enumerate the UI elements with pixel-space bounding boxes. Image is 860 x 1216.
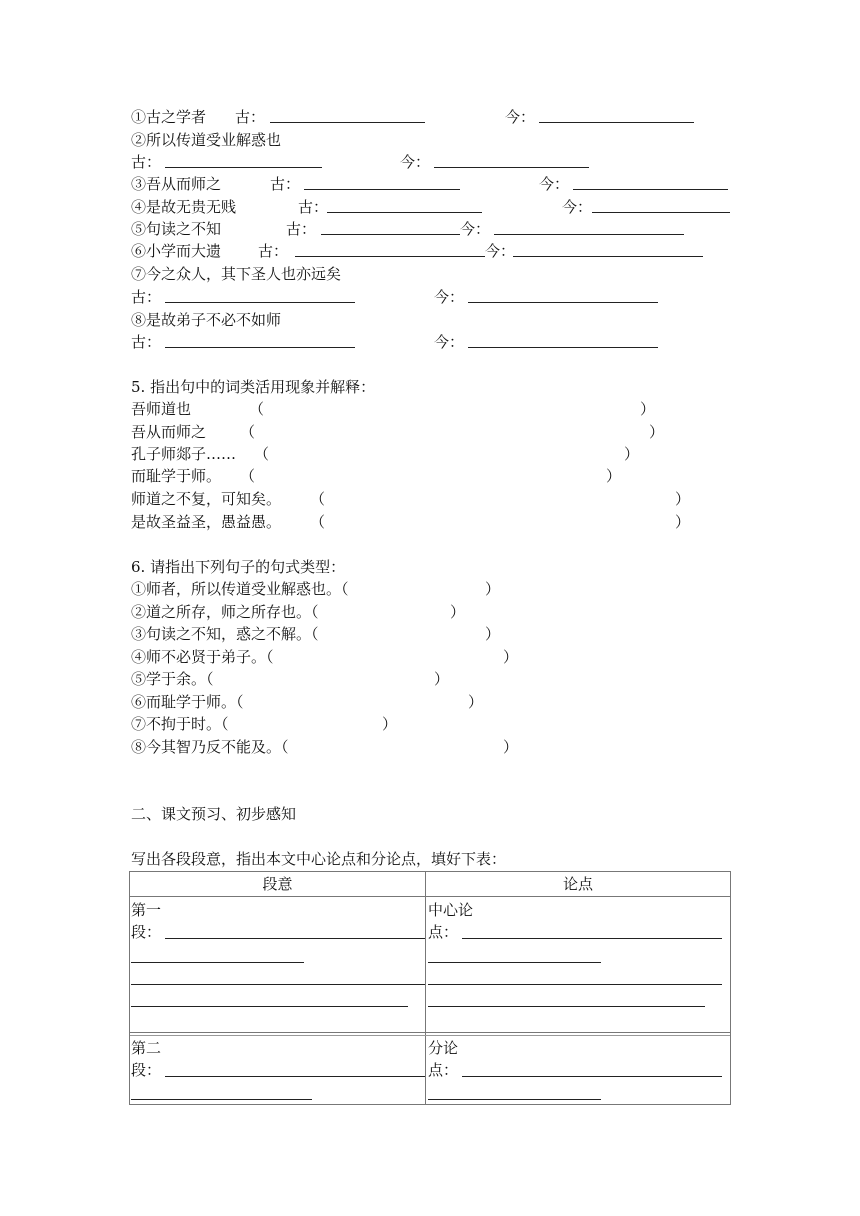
section-5-title: 5. 指出句中的词类活用现象并解释： [131,378,376,396]
q4-6-jin-label: 今： [485,242,516,260]
table-row-divider [130,1032,730,1033]
q5-6-open: （ [310,513,326,531]
summary-table [129,871,731,1105]
section-6-title: 6. 请指出下列句子的句式类型： [131,558,346,576]
row1-right-blank-2[interactable] [428,962,601,963]
q6-6-text: ⑥而耻学于师。（ [131,693,244,711]
q5-4-text: 而耻学于师。 [131,467,222,485]
q4-3-gu-label: 古： [270,175,301,193]
row2-left-label-1: 第二 [131,1039,162,1057]
q4-6-text: ⑥小学而大遗 [131,242,222,260]
table-header-lundian: 论点 [426,872,730,897]
q6-2-close: ） [450,603,466,621]
part-2-instruction: 写出各段段意，指出本文中心论点和分论点，填好下表： [131,850,507,868]
row1-left-label-2: 段： [131,923,162,941]
row1-left-blank-2[interactable] [131,962,304,963]
q4-8-gu-label: 古： [131,333,162,351]
table-row-divider-inner [130,1035,730,1036]
q4-2-jin-label: 今： [400,153,431,171]
q4-2-text: ②所以传道受业解惑也 [131,131,282,149]
table-column-divider [425,872,426,1104]
q6-1-close: ） [485,580,501,598]
q4-6-gu-blank[interactable] [295,256,485,257]
q4-7-text: ⑦今之众人，其下圣人也亦远矣 [131,265,342,283]
q4-8-jin-blank[interactable] [468,347,658,348]
q5-5-close: ） [675,490,691,508]
q4-1-jin-label: 今： [505,108,536,126]
q4-4-jin-label: 今： [562,198,593,216]
q5-1-text: 吾师道也 [131,400,192,418]
q5-5-text: 师道之不复，可知矣。 [131,490,282,508]
row1-right-label-2: 点： [428,923,459,941]
q4-5-gu-blank[interactable] [321,234,460,235]
q6-4-close: ） [503,648,519,666]
q5-5-open: （ [310,490,326,508]
q4-6-jin-blank[interactable] [513,256,703,257]
row1-left-blank-4[interactable] [131,1006,408,1007]
q4-4-gu-blank[interactable] [327,212,482,213]
q5-4-open: （ [240,467,256,485]
q4-1-text: ①古之学者 [131,108,207,126]
q4-2-jin-blank[interactable] [434,167,589,168]
q4-5-gu-label: 古： [286,220,317,238]
row2-left-label-2: 段： [131,1061,162,1079]
q6-7-text: ⑦不拘于时。（ [131,715,229,733]
q4-8-text: ⑧是故弟子不必不如师 [131,311,282,329]
q4-7-jin-blank[interactable] [468,302,658,303]
q5-2-open: （ [240,423,256,441]
q6-8-close: ） [503,738,519,756]
q5-3-close: ） [624,445,640,463]
q6-7-close: ） [382,715,398,733]
q4-3-jin-blank[interactable] [573,189,728,190]
q4-3-jin-label: 今： [539,175,570,193]
q5-5-answer[interactable] [327,489,675,509]
q4-7-gu-blank[interactable] [165,302,355,303]
q5-2-answer[interactable] [257,422,649,442]
row2-right-blank-2[interactable] [428,1099,601,1100]
q4-8-jin-label: 今： [434,333,465,351]
q5-3-text: 孔子师郯子…… [131,445,237,463]
row1-right-blank-1[interactable] [462,938,722,939]
q4-2-gu-blank[interactable] [165,167,322,168]
q6-4-text: ④师不必贤于弟子。（ [131,648,274,666]
row1-right-label-1: 中心论 [428,901,474,919]
q5-6-text: 是故圣益圣，愚益愚。 [131,513,282,531]
q5-2-text: 吾从而师之 [131,423,207,441]
q4-3-gu-blank[interactable] [304,189,460,190]
q5-1-close: ） [640,400,656,418]
q4-3-text: ③吾从而师之 [131,175,222,193]
row2-left-blank-2[interactable] [131,1099,312,1100]
q4-5-jin-blank[interactable] [494,234,684,235]
row1-left-blank-1[interactable] [165,938,425,939]
q4-2-gu-label: 古： [131,153,162,171]
row2-right-label-2: 点： [428,1061,459,1079]
q4-1-gu-blank[interactable] [270,122,425,123]
q5-1-open: （ [249,400,265,418]
q4-1-gu-label: 古： [235,108,266,126]
q5-6-answer[interactable] [327,512,675,532]
q4-5-jin-label: 今： [460,220,491,238]
row1-left-blank-3[interactable] [131,984,425,985]
q4-8-gu-blank[interactable] [165,347,355,348]
q5-2-close: ） [649,423,665,441]
table-header-duanyi: 段意 [130,872,425,897]
q4-4-text: ④是故无贵无贱 [131,198,237,216]
q5-4-close: ） [606,467,622,485]
q4-7-gu-label: 古： [131,288,162,306]
row1-right-blank-3[interactable] [428,984,722,985]
row2-right-label-1: 分论 [428,1039,459,1057]
q6-3-close: ） [485,625,501,643]
q6-1-text: ①师者，所以传道受业解惑也。（ [131,580,349,598]
row2-left-blank-1[interactable] [165,1076,425,1077]
q5-3-answer[interactable] [271,444,624,464]
row1-right-blank-4[interactable] [428,1006,705,1007]
q5-1-answer[interactable] [266,399,640,419]
q6-6-close: ） [468,693,484,711]
q5-3-open: （ [254,445,270,463]
q4-4-gu-label: 古： [298,198,329,216]
q5-6-close: ） [675,513,691,531]
row1-left-label-1: 第一 [131,901,162,919]
q6-3-text: ③句读之不知，惑之不解。（ [131,625,319,643]
q4-4-jin-blank[interactable] [592,212,730,213]
q6-5-close: ） [434,670,450,688]
q6-5-text: ⑤学于余。（ [131,670,214,688]
row2-right-blank-1[interactable] [462,1076,722,1077]
part-2-title: 二、课文预习、初步感知 [131,805,297,823]
q4-5-text: ⑤句读之不知 [131,220,222,238]
q4-1-jin-blank[interactable] [539,122,694,123]
q4-7-jin-label: 今： [434,288,465,306]
q6-2-text: ②道之所存，师之所存也。（ [131,603,319,621]
q6-8-text: ⑧今其智乃反不能及。（ [131,738,289,756]
q5-4-answer[interactable] [257,466,606,486]
q4-6-gu-label: 古： [258,242,289,260]
